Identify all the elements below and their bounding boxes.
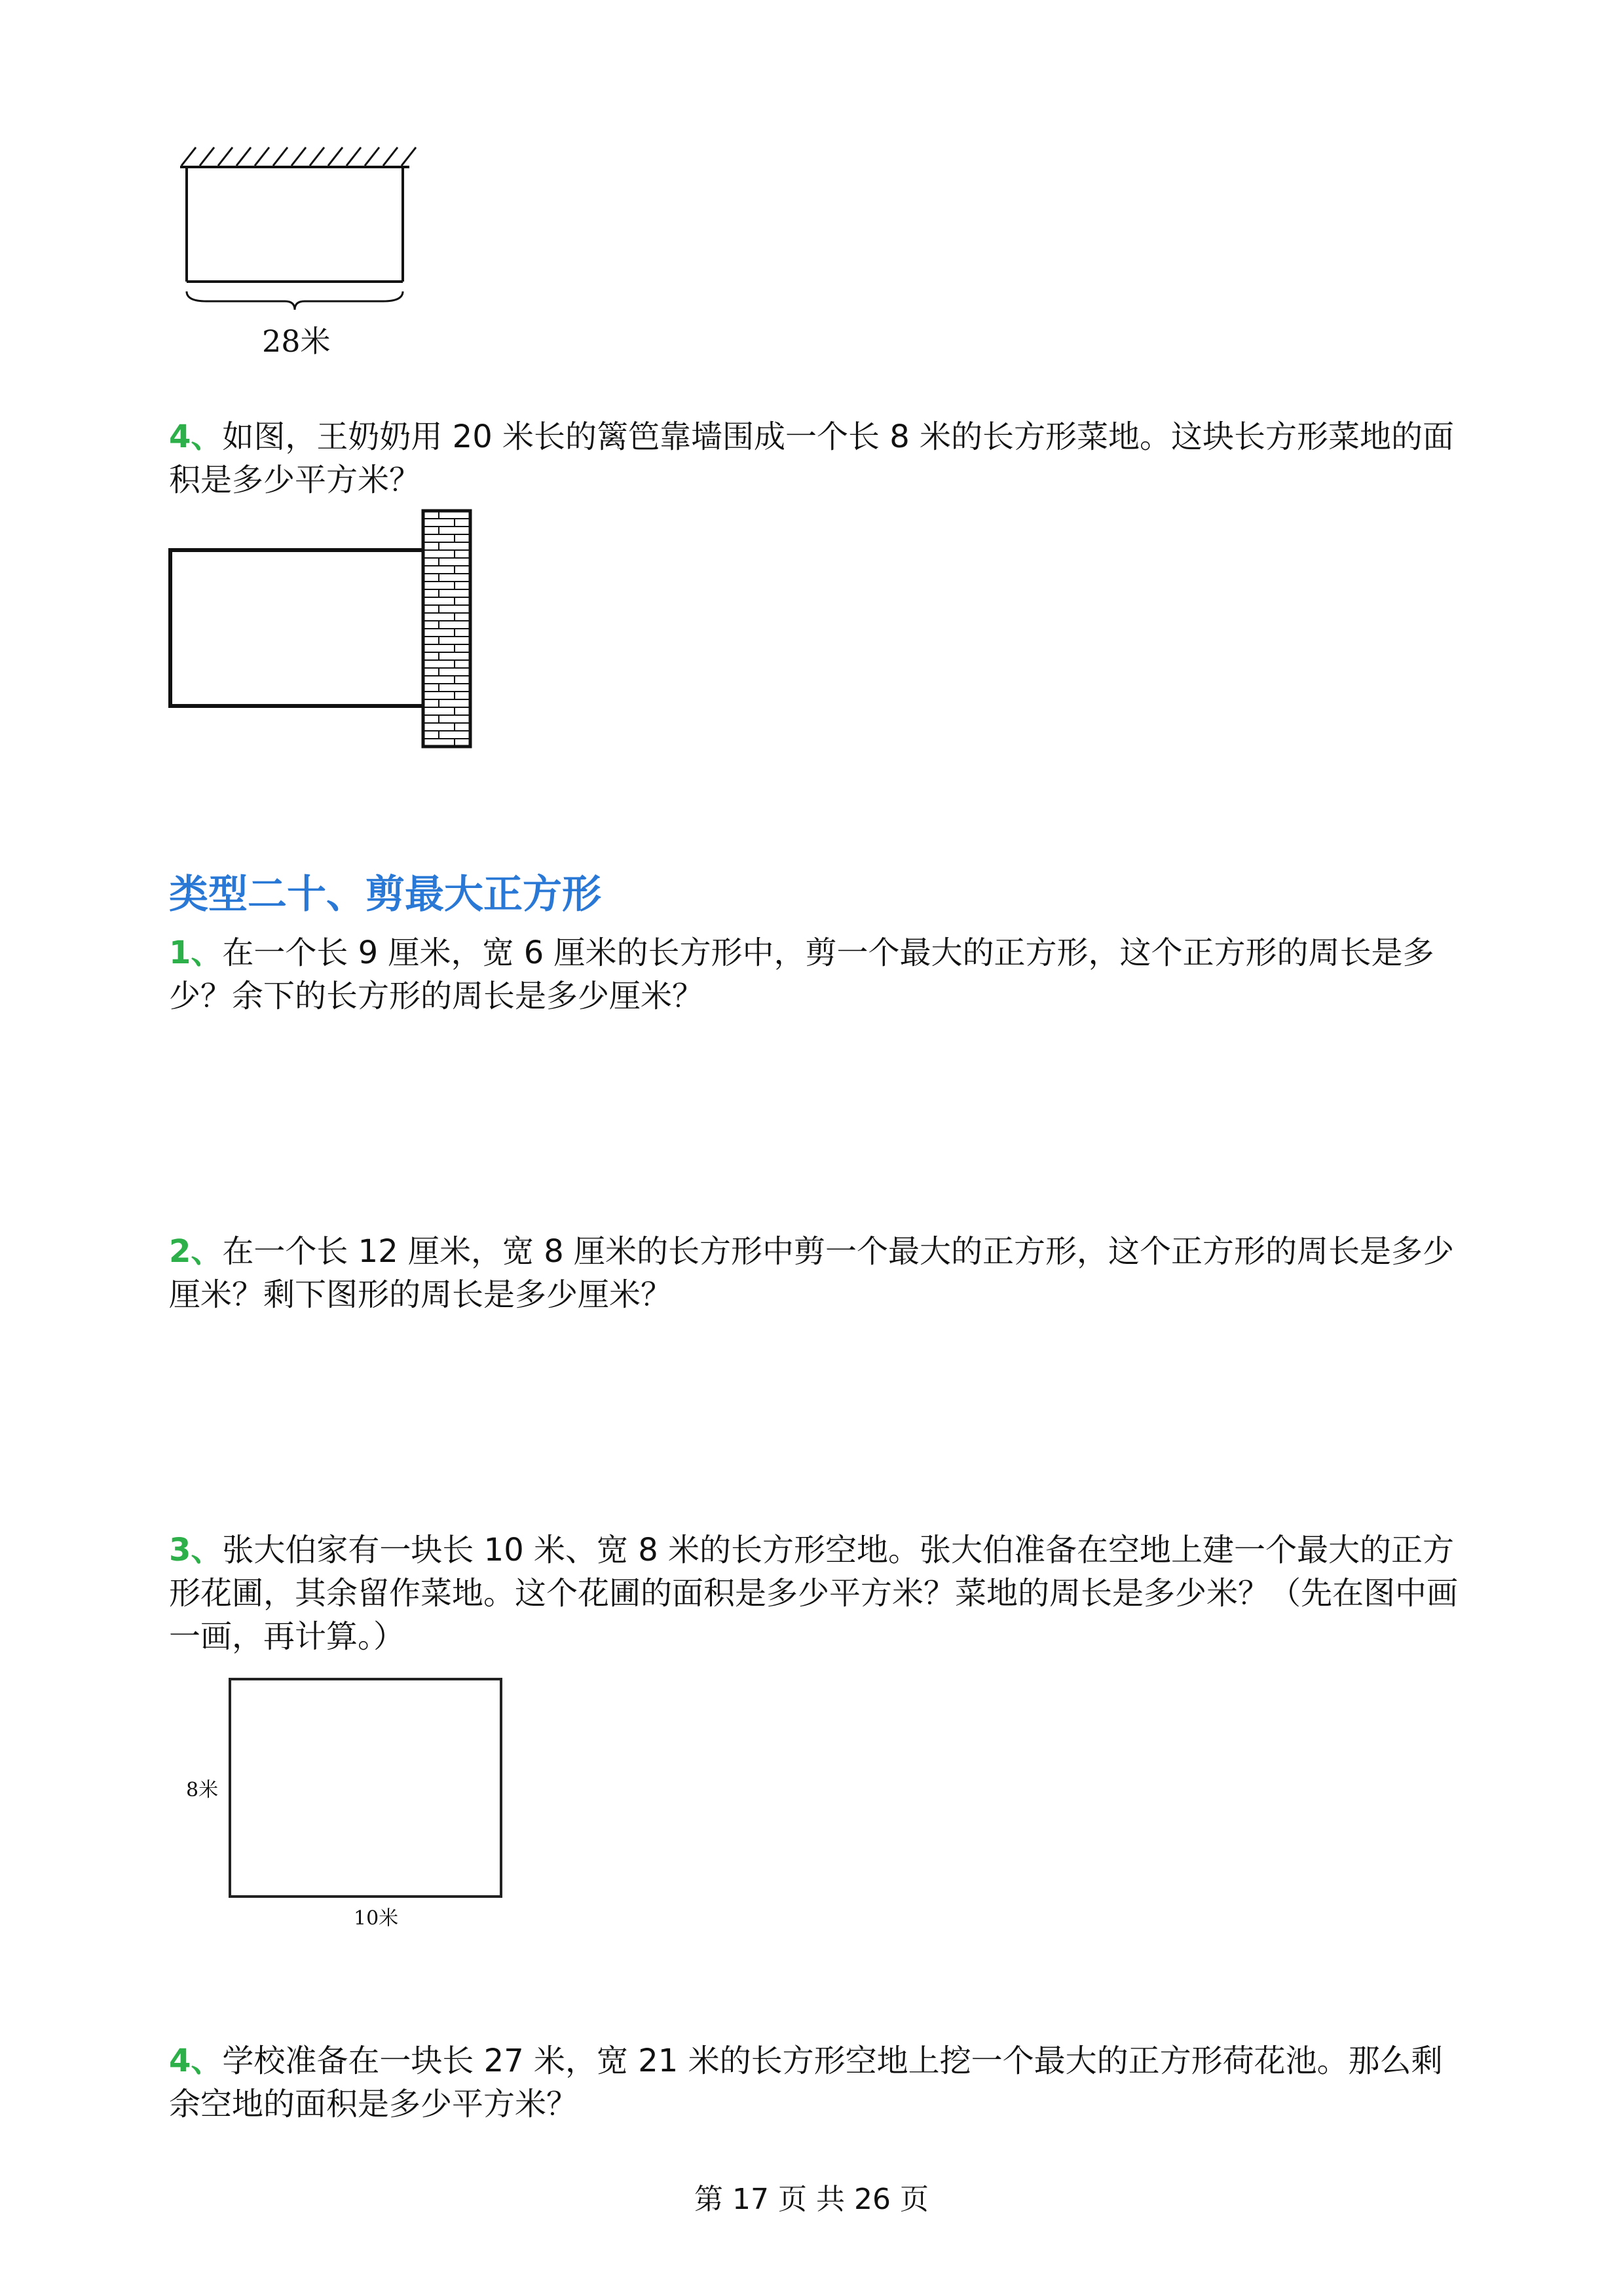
question-1 <box>169 931 1472 1018</box>
question-number: 1、 <box>169 935 223 971</box>
question-text: 学校准备在一块长 27 米，宽 21 米的长方形空地上挖一个最大的正方形荷花池。那么剩余空地的面积是多少平方米？ <box>169 2043 1443 2122</box>
question-number: 4、 <box>169 2043 223 2079</box>
question-number: 3、 <box>169 1532 223 1568</box>
figure3-bottom-label: 10米 <box>354 1907 399 1930</box>
figure1-bottom-label: 28米 <box>262 324 331 359</box>
question-text: 在一个长 9 厘米，宽 6 厘米的长方形中，剪一个最大的正方形，这个正方形的周长是多少？余下的长方形的周长是多少厘米？ <box>169 935 1434 1014</box>
question-2 <box>169 1230 1472 1316</box>
page-footer: 第 17 页 共 26 页 <box>694 2183 929 2216</box>
question-text: 在一个长 12 厘米，宽 8 厘米的长方形中剪一个最大的正方形，这个正方形的周长是多少厘米？剩下图形的周长是多少厘米？ <box>169 1233 1455 1313</box>
question-number: 4、 <box>169 418 223 455</box>
question-text: 如图，王奶奶用 20 米长的篱笆靠墙围成一个长 8 米的长方形菜地。这块长方形菜地的面积是多少平方米？ <box>169 418 1455 498</box>
question-4 <box>169 2039 1472 2126</box>
figure3-side-label: 8米 <box>186 1779 219 1802</box>
question-4-fence <box>169 415 1472 502</box>
section-heading: 类型二十、剪最大正方形 <box>169 872 601 917</box>
question-number: 2、 <box>169 1233 223 1270</box>
fence-wall-diagram <box>167 134 429 344</box>
question-3 <box>169 1528 1472 1658</box>
brick-wall-diagram <box>164 504 491 753</box>
question-text: 张大伯家有一块长 10 米、宽 8 米的长方形空地。张大伯准备在空地上建一个最大的正方形花圃，其余留作菜地。这个花圃的面积是多少平方米？菜地的周长是多少米？（先在图中画一画，再计算。） <box>169 1532 1459 1655</box>
